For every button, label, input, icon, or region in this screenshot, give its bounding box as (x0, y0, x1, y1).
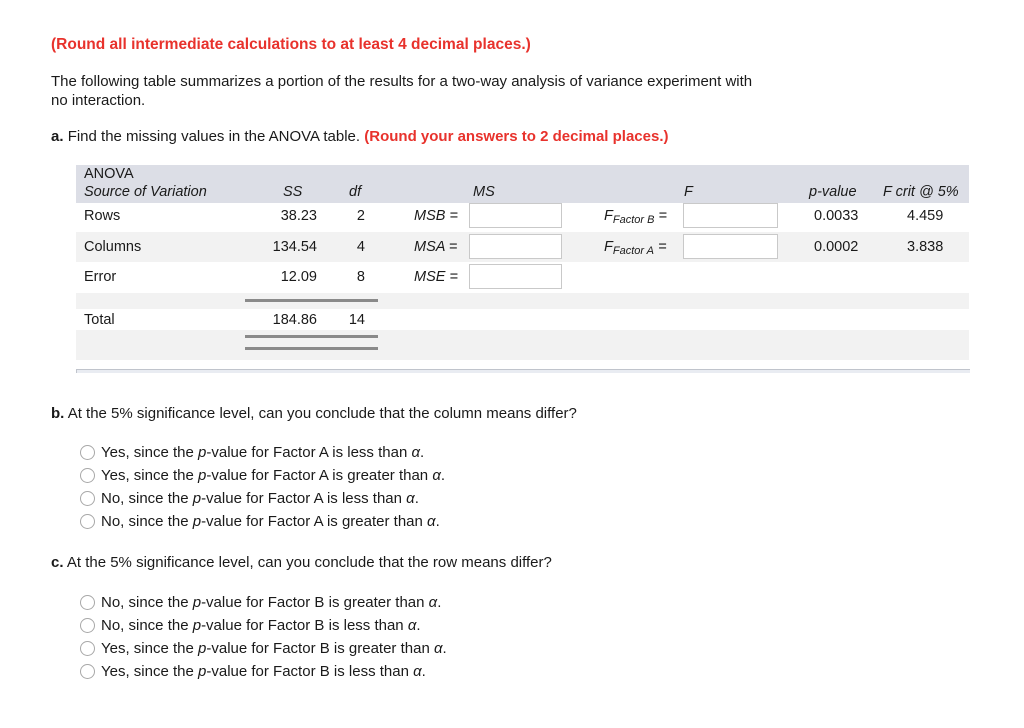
part-b-option-2-label[interactable]: Yes, since the p-value for Factor A is greater than α. (101, 467, 446, 484)
part-b-option-1-label[interactable]: Yes, since the p-value for Factor A is less than α. (101, 444, 425, 461)
part-a-text: Find the missing values in the ANOVA table. (67, 128, 361, 145)
ms-label-mse: MSE = (414, 269, 458, 285)
part-c-option-1-radio[interactable] (80, 595, 95, 610)
intro-text-line2: no interaction. (51, 92, 146, 109)
part-c-label: c. (51, 554, 64, 571)
row-ss: 134.54 (272, 239, 317, 255)
row-pvalue: 0.0033 (814, 208, 859, 224)
part-c-prompt (51, 554, 552, 571)
row-band-bottom (76, 330, 969, 360)
row-ss: 12.09 (280, 269, 317, 285)
part-c-option-3-radio[interactable] (80, 641, 95, 656)
total-ss: 184.86 (272, 312, 317, 328)
table-bottom-scrollbar[interactable] (76, 369, 970, 373)
header-pvalue: p-value (809, 184, 857, 200)
f-label-factor-a: $F_{Factor A}$ = (604, 239, 667, 257)
part-c-option-4-label[interactable]: Yes, since the p-value for Factor B is less than α. (101, 663, 426, 680)
part-a-note: (Round your answers to 2 decimal places.) (364, 128, 669, 145)
part-b-option-1-radio[interactable] (80, 445, 95, 460)
rounding-instruction: (Round all intermediate calculations to at least 4 decimal places.) (51, 36, 531, 53)
row-source: Rows (84, 208, 121, 224)
subtotal-rule (245, 299, 378, 302)
part-b-question: At the 5% significance level, can you conclude that the column means differ? (67, 405, 577, 422)
msa-input[interactable] (469, 234, 562, 259)
part-b-option-4-label[interactable]: No, since the p-value for Factor A is greater than α. (101, 513, 440, 530)
part-b-option-4-radio[interactable] (80, 514, 95, 529)
part-c-option-3-label[interactable]: Yes, since the p-value for Factor B is greater than α. (101, 640, 447, 657)
part-a-label: a. (51, 128, 64, 145)
mse-input[interactable] (469, 264, 562, 289)
row-fcrit: 3.838 (907, 239, 944, 255)
header-fcrit: F crit @ 5% (883, 184, 959, 200)
total-source: Total (84, 312, 115, 328)
part-b-option-3-radio[interactable] (80, 491, 95, 506)
header-ms: MS (473, 184, 495, 200)
header-source: Source of Variation (84, 184, 207, 200)
ms-label-msa: MSA = (414, 239, 458, 255)
part-c-question: At the 5% significance level, can you conclude that the row means differ? (66, 554, 552, 571)
row-fcrit: 4.459 (907, 208, 944, 224)
row-df: 2 (356, 208, 365, 224)
header-ss: SS (283, 184, 303, 200)
part-c-option-1-label[interactable]: No, since the p-value for Factor B is greater than α. (101, 594, 442, 611)
ms-label-msb: MSB = (414, 208, 458, 224)
part-b-option-2-radio[interactable] (80, 468, 95, 483)
part-c-option-2-label[interactable]: No, since the p-value for Factor B is less than α. (101, 617, 421, 634)
part-c-option-2-radio[interactable] (80, 618, 95, 633)
header-f: F (684, 184, 693, 200)
row-df: 8 (356, 269, 365, 285)
row-band-spacer (76, 293, 969, 309)
intro-text-line1: The following table summarizes a portion of the results for a two-way analysis of variance experiment with (51, 73, 753, 90)
row-ss: 38.23 (280, 208, 317, 224)
row-df: 4 (356, 239, 365, 255)
part-b-prompt (51, 405, 577, 422)
part-c-option-4-radio[interactable] (80, 664, 95, 679)
total-df: 14 (348, 312, 365, 328)
f-label-factor-b: $F_{Factor B}$ = (604, 208, 667, 226)
part-b-label: b. (51, 405, 65, 422)
row-source: Error (84, 269, 117, 285)
row-pvalue: 0.0002 (814, 239, 859, 255)
f-factor-a-input[interactable] (683, 234, 778, 259)
header-df: df (349, 184, 362, 200)
total-rule-bottom (245, 347, 378, 350)
table-title: ANOVA (84, 166, 134, 182)
part-b-option-3-label[interactable]: No, since the p-value for Factor A is less than α. (101, 490, 419, 507)
part-a-prompt (51, 128, 669, 145)
msb-input[interactable] (469, 203, 562, 228)
total-rule-top (245, 335, 378, 338)
row-source: Columns (84, 239, 142, 255)
f-factor-b-input[interactable] (683, 203, 778, 228)
